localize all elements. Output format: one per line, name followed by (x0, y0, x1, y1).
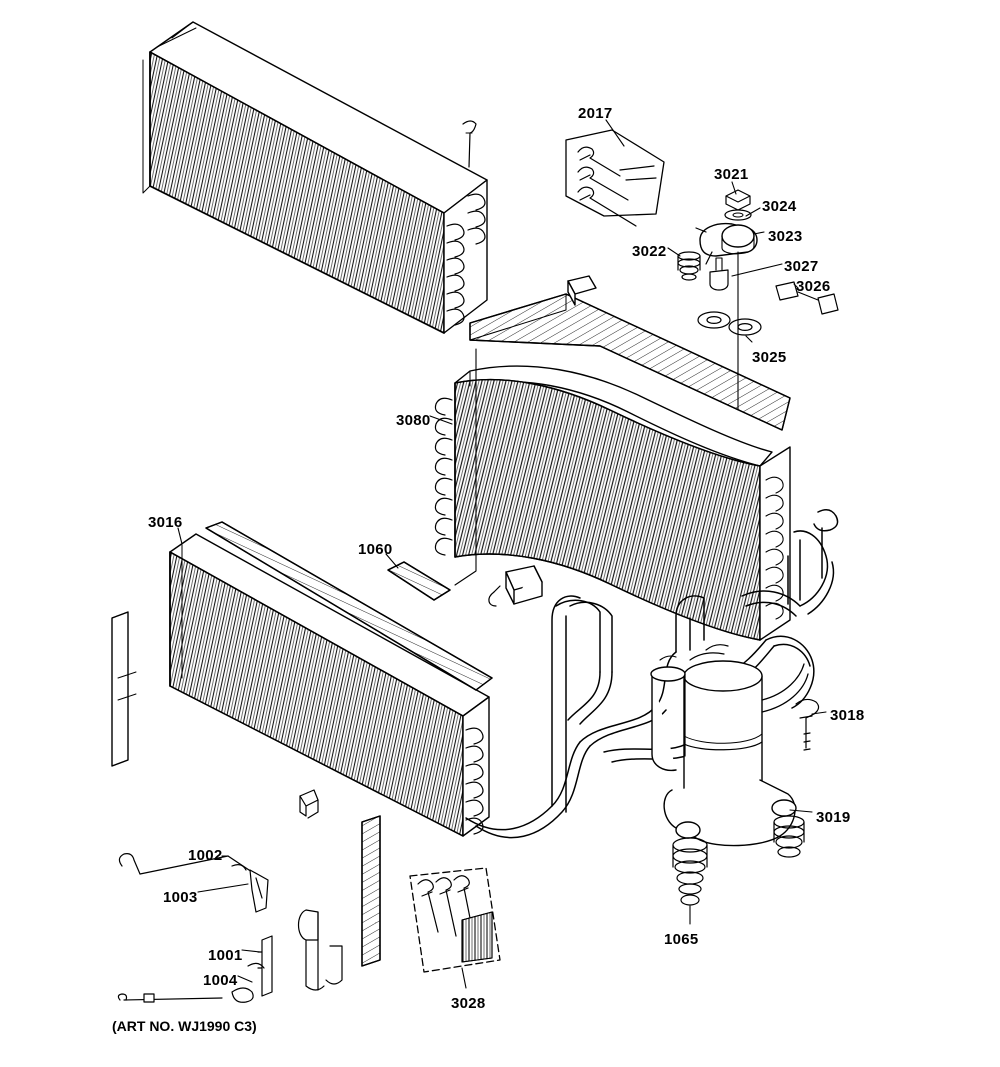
callout-3016[interactable]: 3016 (148, 514, 183, 531)
small-parts-cluster (118, 790, 342, 1002)
compressor-3019 (651, 645, 808, 846)
art-number-note: (ART NO. WJ1990 C3) (112, 1018, 257, 1034)
part-3025 (698, 312, 761, 335)
callout-3027[interactable]: 3027 (784, 258, 819, 275)
mounting-bolt-3018 (796, 699, 819, 750)
upper-coil-screw (463, 121, 476, 167)
callout-1060[interactable]: 1060 (358, 541, 393, 558)
part-3022 (678, 252, 700, 280)
callout-3022[interactable]: 3022 (632, 243, 667, 260)
hardware-packet-3028 (410, 868, 500, 972)
callout-1003[interactable]: 1003 (163, 889, 198, 906)
callout-3028[interactable]: 3028 (451, 995, 486, 1012)
callout-1004[interactable]: 1004 (203, 972, 238, 989)
callout-2017[interactable]: 2017 (578, 105, 613, 122)
callout-1001[interactable]: 1001 (208, 947, 243, 964)
callout-3026[interactable]: 3026 (796, 278, 831, 295)
callout-3080[interactable]: 3080 (396, 412, 431, 429)
callout-3025[interactable]: 3025 (752, 349, 787, 366)
lower-vertical-rail (362, 816, 380, 966)
callout-3019[interactable]: 3019 (816, 809, 851, 826)
part-3027 (710, 258, 728, 290)
callout-3018[interactable]: 3018 (830, 707, 865, 724)
callout-3021[interactable]: 3021 (714, 166, 749, 183)
callout-3024[interactable]: 3024 (762, 198, 797, 215)
coil-end-bar-left (112, 612, 136, 766)
callout-1002[interactable]: 1002 (188, 847, 223, 864)
part-3021 (726, 190, 750, 210)
screw-packet-2017 (566, 130, 664, 226)
callout-1065[interactable]: 1065 (664, 931, 699, 948)
callout-3023[interactable]: 3023 (768, 228, 803, 245)
part-3023 (696, 224, 757, 264)
upper-coil-assembly (143, 22, 487, 333)
evaporator-coil-3016 (170, 534, 489, 836)
control-box (489, 566, 542, 606)
